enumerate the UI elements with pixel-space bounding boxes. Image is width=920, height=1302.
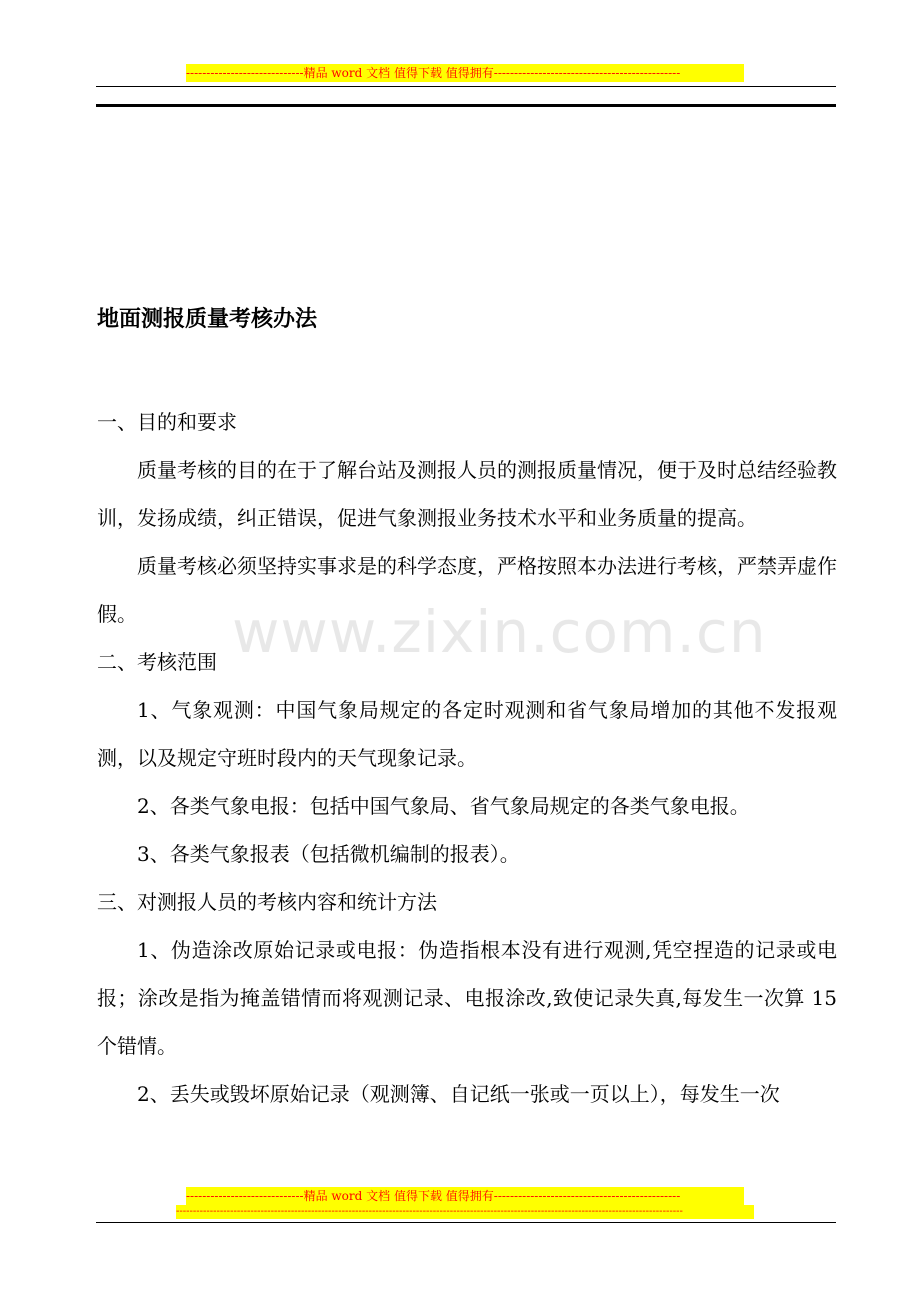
footer-banner: -----------------------------精品 word 文档 值得下载 值得拥有---------------------------------------------- [186, 1187, 744, 1205]
section-heading: 一、目的和要求 [97, 410, 237, 434]
footer-rule [96, 1222, 836, 1223]
watermark: www.zixin.com.cn [232, 598, 767, 666]
header-rule-thick [96, 104, 836, 107]
footer-banner-dashes: ------------------------------------------------------------------------------------------------------------------------------------------------------ [176, 1205, 754, 1219]
section-heading: 二、考核范围 [97, 650, 217, 674]
body-paragraph: 1、伪造涂改原始记录或电报：伪造指根本没有进行观测,凭空捏造的记录或电报；涂改是指为掩盖错情而将观测记录、电报涂改,致使记录失真,每发生一次算 15 个错情。 [97, 938, 837, 1058]
body-paragraph: 3、各类气象报表（包括微机编制的报表）。 [137, 842, 520, 866]
section-heading: 三、对测报人员的考核内容和统计方法 [97, 890, 437, 914]
body-paragraph: 2、丢失或毁坏原始记录（观测簿、自记纸一张或一页以上），每发生一次 [137, 1082, 780, 1106]
body-paragraph: 1、气象观测：中国气象局规定的各定时观测和省气象局增加的其他不发报观测，以及规定守班时段内的天气现象记录。 [97, 698, 837, 770]
body-paragraph: 质量考核的目的在于了解台站及测报人员的测报质量情况，便于及时总结经验教训，发扬成绩，纠正错误，促进气象测报业务技术水平和业务质量的提高。 [97, 458, 837, 530]
document-title: 地面测报质量考核办法 [97, 307, 318, 332]
body-paragraph: 2、各类气象电报：包括中国气象局、省气象局规定的各类气象电报。 [137, 794, 750, 818]
header-rule-thin [96, 86, 836, 87]
header-banner: -----------------------------精品 word 文档 值得下载 值得拥有---------------------------------------------- [186, 64, 744, 82]
document-body [97, 398, 837, 1118]
body-paragraph: 质量考核必须坚持实事求是的科学态度，严格按照本办法进行考核，严禁弄虚作假。 [97, 554, 837, 626]
